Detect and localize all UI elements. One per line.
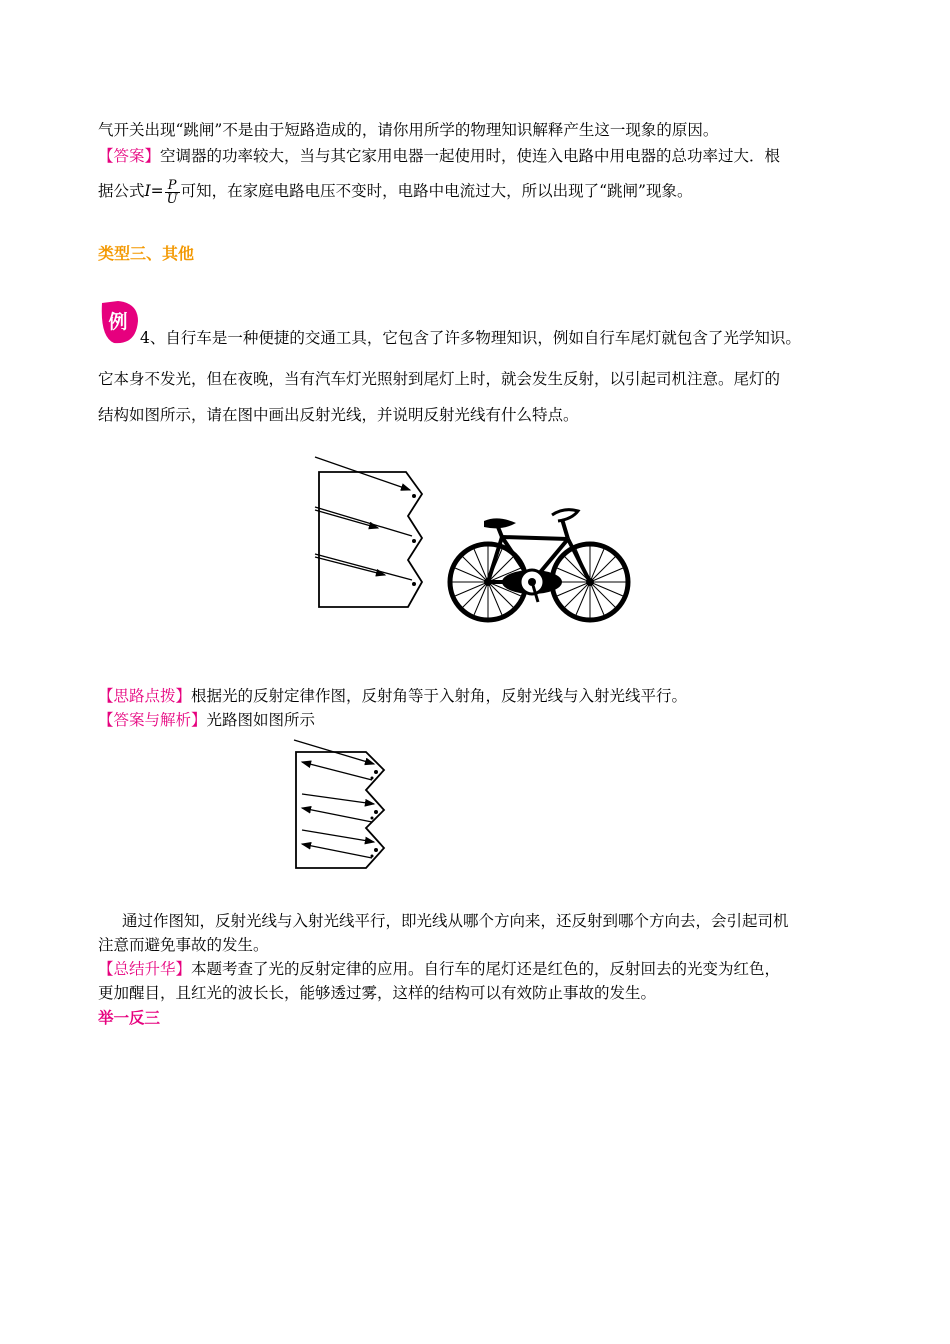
summary-text-1: 本题考查了光的反射定律的应用。自行车的尾灯还是红色的，反射回去的光变为红色， [191, 960, 781, 978]
answer-line-1 [98, 146, 780, 166]
answer-analysis-text: 光路图如图所示 [206, 711, 316, 729]
practice-heading: 举一反三 [98, 1009, 161, 1027]
answer-line-2 [98, 174, 692, 208]
answer-text-2-post: 可知，在家庭电路电压不变时，电路中电流过大，所以出现了“跳闸”现象。 [180, 182, 693, 200]
question-4-line-2: 它本身不发光，但在夜晚，当有汽车灯光照射到尾灯上时，就会发生反射，以引起司机注意。尾灯的 [98, 370, 781, 388]
explanation-line-1: 通过作图知，反射光线与入射光线平行，即光线从哪个方向来，还反射到哪个方向去，会引起司机 [122, 912, 789, 930]
answer-analysis-line [98, 710, 315, 730]
summary-line-2: 更加醒目，且红光的波长长，能够透过雾，这样的结构可以有效防止事故的发生。 [98, 984, 657, 1002]
answer-tag: 【答案】 [98, 147, 161, 165]
answer-analysis-tag: 【答案与解析】 [98, 711, 207, 729]
explanation-line-2: 注意而避免事故的发生。 [98, 936, 269, 954]
formula-denominator: U [166, 191, 178, 207]
taillight-incident-rays [315, 457, 412, 580]
summary-tag: 【总结升华】 [98, 960, 192, 978]
formula-fraction [165, 179, 180, 206]
summary-line-1 [98, 959, 780, 979]
answer-text-2-pre: 据公式 [98, 182, 145, 200]
section-title: 类型三、其他 [98, 244, 195, 263]
hint-text: 根据光的反射定律作图，反射角等于入射角，反射光线与入射光线平行。 [191, 687, 688, 705]
badge-text: 例 [108, 311, 128, 333]
formula-lhs: I= [144, 182, 164, 200]
answer-text-1: 空调器的功率较大，当与其它家用电器一起使用时，使连入电路中用电器的总功率过大．根 [160, 147, 781, 165]
paragraph-question-end: 气开关出现“跳闸”不是由于短路造成的，请你用所学的物理知识解释产生这一现象的原因。 [98, 121, 719, 139]
bicycle-icon [450, 510, 628, 620]
question-4-line-1: 4、自行车是一种便捷的交通工具，它包含了许多物理知识，例如自行车尾灯就包含了光学知识。 [140, 329, 801, 347]
formula-numerator: P [165, 179, 180, 193]
hint-tag: 【思路点拨】 [98, 687, 192, 705]
taillight-bicycle-figure [310, 452, 640, 632]
taillight-outline [319, 472, 422, 607]
hint-line [98, 686, 687, 706]
question-4-line-3: 结构如图所示，请在图中画出反射光线，并说明反射光线有什么特点。 [98, 406, 579, 424]
light-path-figure [288, 738, 398, 873]
example-badge-icon [96, 299, 142, 345]
